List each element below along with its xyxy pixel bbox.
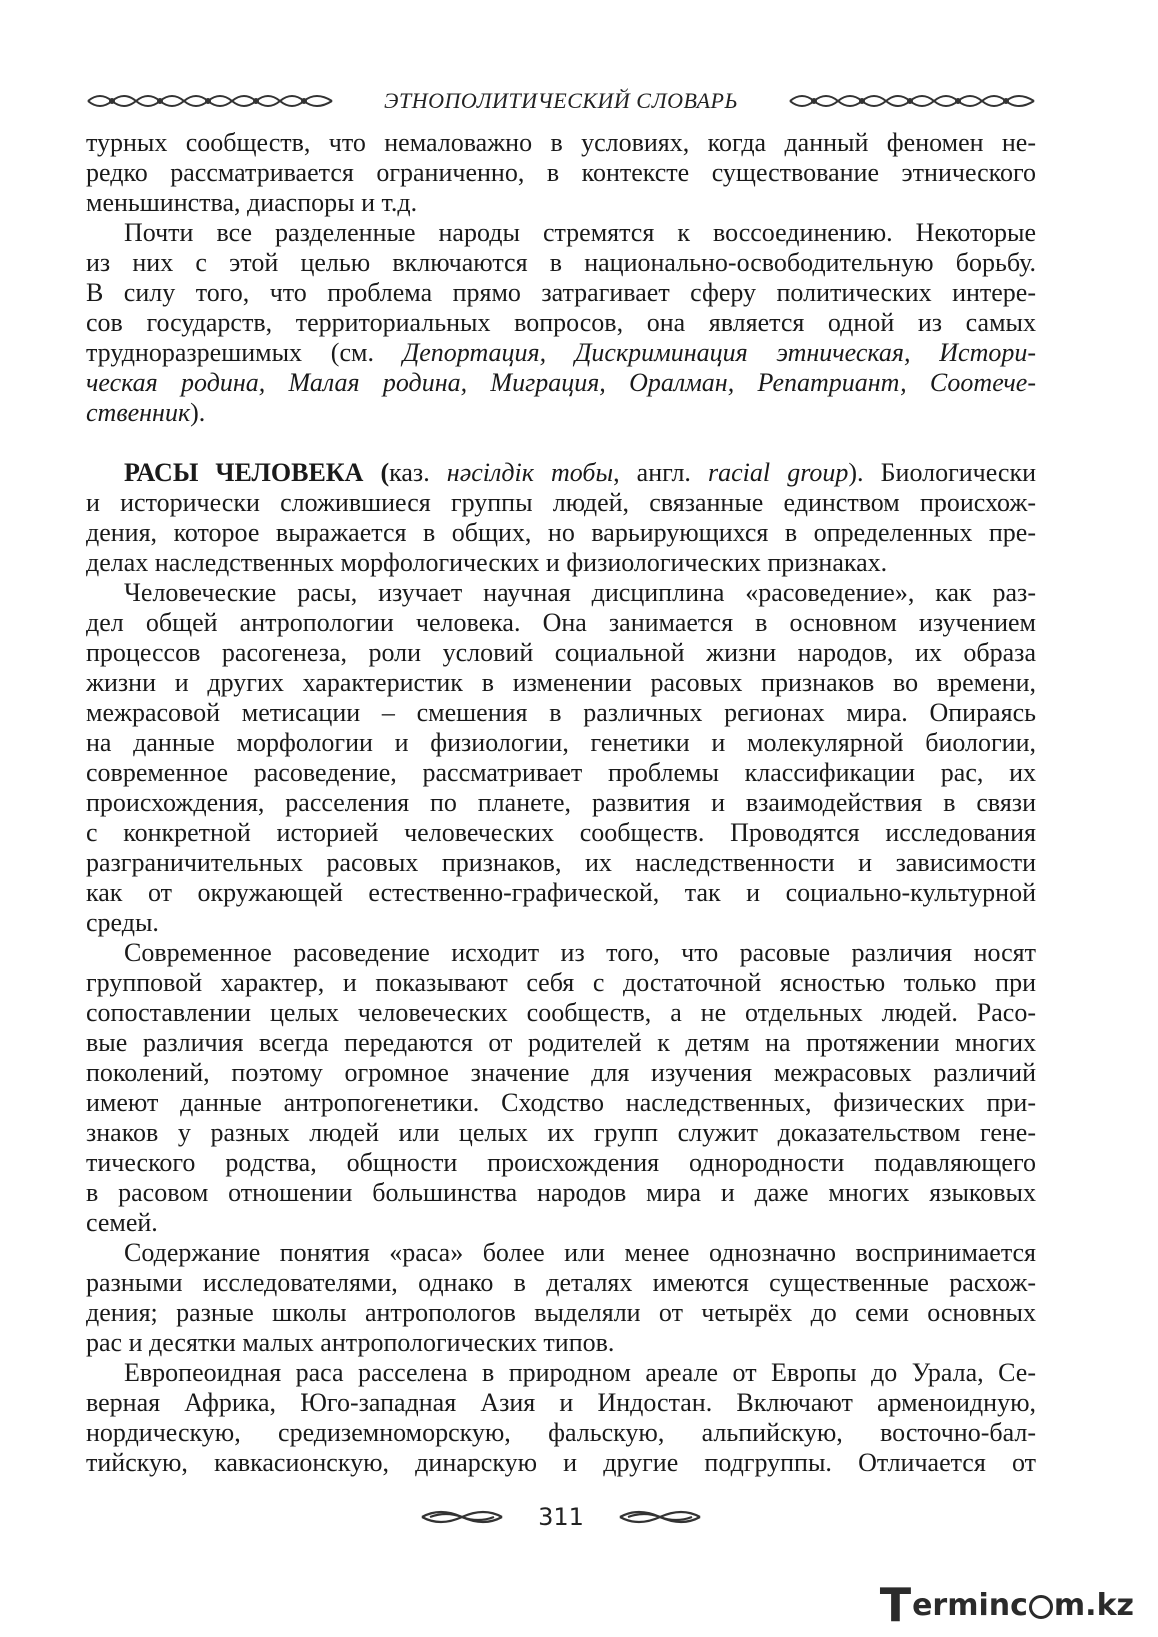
watermark-letter: c — [1010, 1587, 1028, 1623]
text-line: В силу того, что проблема прямо затрагивает сферу политических интере- — [86, 278, 1036, 307]
text-line: современное расоведение, рассматривает проблемы классификации рас, их — [86, 758, 1036, 787]
flourish-right-icon — [618, 1505, 702, 1529]
text-line: из них с этой целью включаются в национально-освободительную борьбу. — [86, 248, 1036, 277]
cross-reference: ческая родина, Малая родина, Миграция, Оралман, Репатриант, Соотече- — [86, 368, 1036, 397]
paragraph-modern-raceology — [86, 938, 1036, 1238]
text-line: дения; разные школы антропологов выделяли от четырёх до семи основных — [86, 1298, 1036, 1327]
entry-races — [86, 458, 1036, 578]
text-line: рас и десятки малых антропологических типов. — [86, 1328, 615, 1357]
text-line: жизни и других характеристик в изменении расовых признаков во времени, — [86, 668, 1036, 697]
paragraph-divided-peoples — [86, 218, 1036, 428]
text-line: знаков у разных людей или целых их групп служит доказательством гене- — [86, 1118, 1036, 1147]
ornament-right-icon — [788, 91, 1036, 111]
paragraph-continuation — [86, 128, 1036, 218]
header-title: ЭТНОПОЛИТИЧЕСКИЙ СЛОВАРЬ — [384, 88, 738, 113]
text-line: дения, которое выражается в общих, но варьирующихся в определенных пре- — [86, 518, 1036, 547]
text-line: как от окружающей естественно-графической, так и социально-культурной — [86, 878, 1036, 907]
ornament-left-icon — [86, 91, 334, 111]
text-span: каз. — [389, 458, 447, 487]
text-line: имеют данные антропогенетики. Сходство наследственных, физических при- — [86, 1088, 1036, 1117]
text-line: происхождения, расселения по планете, развития и взаимодействия в связи — [86, 788, 1036, 817]
watermark-text: ermin — [912, 1587, 1011, 1623]
page-number: 311 — [538, 1503, 584, 1531]
text-line: турных сообществ, что немаловажно в условиях, когда данный феномен не- — [86, 128, 1036, 157]
cross-reference: Депортация, Дискриминация этническая, Истори- — [402, 338, 1037, 367]
text-line: Европеоидная раса расселена в природном ареале от Европы до Урала, Се- — [124, 1358, 1036, 1387]
text-line: сов государств, территориальных вопросов, она является одной из самых — [86, 308, 1036, 337]
text-span: , англ. — [613, 458, 709, 487]
watermark-domain: m.kz — [1053, 1587, 1134, 1623]
text-span: ). — [190, 398, 206, 427]
text-line: делах наследственных морфологических и физиологических признаках. — [86, 548, 888, 577]
paragraph-caucasoid — [86, 1358, 1036, 1478]
text-line: верная Африка, Юго-западная Азия и Индостан. Включают арменоидную, — [86, 1388, 1036, 1417]
page-body — [86, 128, 1036, 1478]
text-line: вые различия всегда передаются от родителей к детям на протяжении многих — [86, 1028, 1036, 1057]
cross-reference: ственник — [86, 398, 191, 427]
text-line: разграничительных расовых признаков, их наследственности и зависимости — [86, 848, 1036, 877]
text-line: и исторически сложившиеся группы людей, связанные единством происхож- — [86, 488, 1036, 517]
paragraph-raceology — [86, 578, 1036, 938]
text-line: процессов расогенеза, роли условий социальной жизни народов, их образа — [86, 638, 1036, 667]
text-line: редко рассматривается ограниченно, в контексте существование этнического — [86, 158, 1036, 187]
text-line: с конкретной историей человеческих сообществ. Проводятся исследования — [86, 818, 1036, 847]
text-line — [86, 368, 1036, 398]
english-term: racial group — [708, 458, 849, 487]
text-line: разными исследователями, однако в деталях имеются существенные расхож- — [86, 1268, 1036, 1297]
flourish-left-icon — [420, 1505, 504, 1529]
running-header — [86, 84, 1036, 118]
text-line: Почти все разделенные народы стремятся к воссоединению. Некоторые — [124, 218, 1036, 247]
text-line: семей. — [86, 1208, 158, 1237]
text-line: Человеческие расы, изучает научная дисциплина «расоведение», как раз- — [124, 578, 1036, 607]
magnifier-icon — [1029, 1595, 1053, 1619]
text-line: межрасовой метисации – смешения в различных регионах мира. Опираясь — [86, 698, 1036, 727]
text-line: в расовом отношении большинства народов мира и даже многих языковых — [86, 1178, 1036, 1207]
text-line: Содержание понятия «раса» более или менее однозначно воспринимается — [124, 1238, 1036, 1267]
text-line: групповой характер, и показывают себя с достаточной ясностью только при — [86, 968, 1036, 997]
text-line: среды. — [86, 908, 159, 937]
text-line: тийскую, кавкасионскую, динарскую и другие подгруппы. Отличается от — [86, 1448, 1036, 1477]
text-line: меньшинства, диаспоры и т.д. — [86, 188, 418, 217]
text-line — [86, 338, 1036, 368]
section-gap — [86, 428, 1036, 458]
text-line: тического родства, общности происхождения однородности подавляющего — [86, 1148, 1036, 1177]
text-span: ). Биологически — [848, 458, 1036, 487]
text-span: трудноразрешимых (см. — [86, 338, 403, 367]
text-line: на данные морфологии и физиологии, генетики и молекулярной биологии, — [86, 728, 1036, 757]
watermark-logo — [879, 1578, 1134, 1632]
paragraph-race-concept — [86, 1238, 1036, 1358]
page-footer — [420, 1497, 702, 1537]
kazakh-term: нәсілдік тобы — [446, 458, 614, 487]
text-line: сопоставлении целых человеческих сообществ, а не отдельных людей. Расо- — [86, 998, 1036, 1027]
text-line — [86, 398, 1036, 428]
text-line: Современное расоведение исходит из того, что расовые различия носят — [124, 938, 1036, 967]
text-line: нордическую, средиземноморскую, фальскую, альпийскую, восточно-бал- — [86, 1418, 1036, 1447]
watermark-initial: T — [879, 1578, 912, 1632]
text-line: поколений, поэтому огромное значение для изучения межрасовых различий — [86, 1058, 1036, 1087]
text-line — [86, 458, 1036, 488]
entry-term: РАСЫ ЧЕЛОВЕКА ( — [124, 458, 390, 487]
text-line: дел общей антропологии человека. Она занимается в основном изучением — [86, 608, 1036, 637]
